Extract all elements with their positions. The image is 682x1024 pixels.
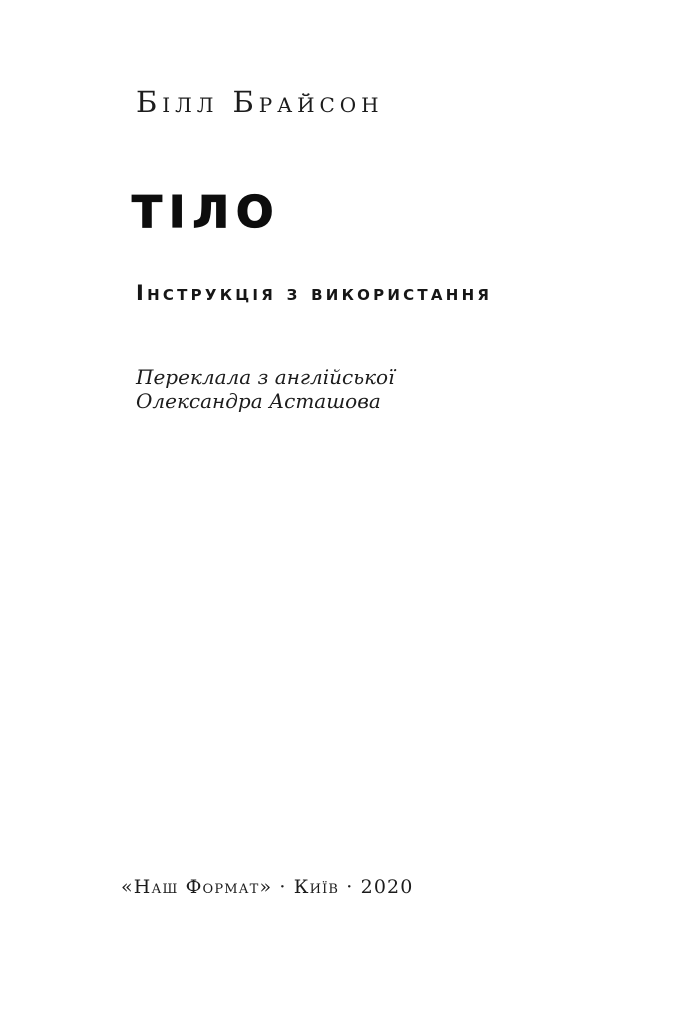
translator-credit-line1: Переклала з англійської <box>136 365 395 389</box>
author-name: Білл Брайсон <box>136 85 384 119</box>
publisher-imprint: «Наш Формат» · Київ · 2020 <box>121 876 414 898</box>
book-title: ТІЛО <box>132 187 281 238</box>
translator-credit <box>136 366 395 413</box>
translator-credit-line2: Олександра Асташова <box>136 388 381 413</box>
book-subtitle: Інструкція з використання <box>136 281 493 305</box>
